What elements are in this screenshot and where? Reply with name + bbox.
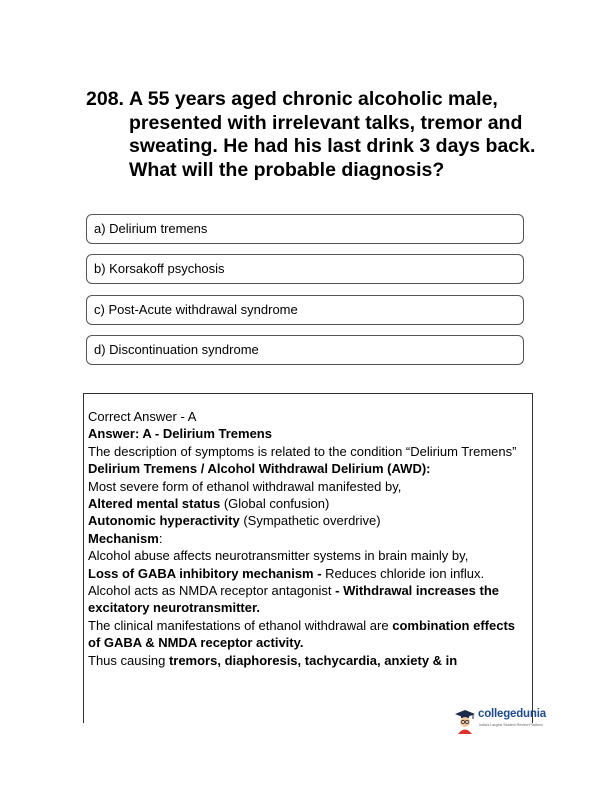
- logo-name: collegedunia: [478, 708, 546, 720]
- question-text: A 55 years aged chronic alcoholic male, presented with irrelevant talks, tremor and sweating. He had his last drink 3 days back. What will the probable diagnosis?: [129, 88, 536, 181]
- question: [86, 88, 556, 182]
- question-number: 208.: [86, 88, 124, 110]
- answer-content: [88, 408, 526, 669]
- answer-heading: Answer: A - Delirium Tremens: [88, 426, 272, 442]
- bullet-item: Loss of GABA inhibitory mechanism - Reduces chloride ion influx.: [88, 565, 526, 582]
- bullet-item: Alcohol abuse affects neurotransmitter systems in brain mainly by,: [88, 547, 526, 564]
- answer-subheading: Delirium Tremens / Alcohol Withdrawal Delirium (AWD):: [88, 461, 431, 477]
- bullet-item: The clinical manifestations of ethanol withdrawal are combination effects of GABA & NMDA receptor activity.: [88, 617, 526, 652]
- answer-box: [83, 393, 533, 723]
- logo-tagline: India's Largest Student Review Platform: [479, 723, 543, 727]
- bullet-item: Most severe form of ethanol withdrawal manifested by,: [88, 478, 526, 495]
- bullet-item: Autonomic hyperactivity (Sympathetic overdrive): [88, 512, 526, 529]
- option-d[interactable]: d) Discontinuation syndrome: [86, 335, 524, 365]
- bullet-item: Alcohol acts as NMDA receptor antagonist - Withdrawal increases the excitatory neurotransmitter.: [88, 582, 526, 617]
- bullet-item: Altered mental status (Global confusion): [88, 495, 526, 512]
- option-c[interactable]: c) Post-Acute withdrawal syndrome: [86, 295, 524, 325]
- option-a[interactable]: a) Delirium tremens: [86, 214, 524, 244]
- option-b[interactable]: b) Korsakoff psychosis: [86, 254, 524, 284]
- collegedunia-logo: [453, 705, 573, 739]
- mechanism-heading: Mechanism:: [88, 530, 163, 546]
- answer-description: The description of symptoms is related to the condition “Delirium Tremens”: [88, 443, 517, 459]
- bullet-item: Thus causing tremors, diaphoresis, tachycardia, anxiety & in: [88, 652, 526, 669]
- correct-answer: Correct Answer - A: [88, 409, 197, 424]
- graduate-mascot-icon: [453, 707, 477, 735]
